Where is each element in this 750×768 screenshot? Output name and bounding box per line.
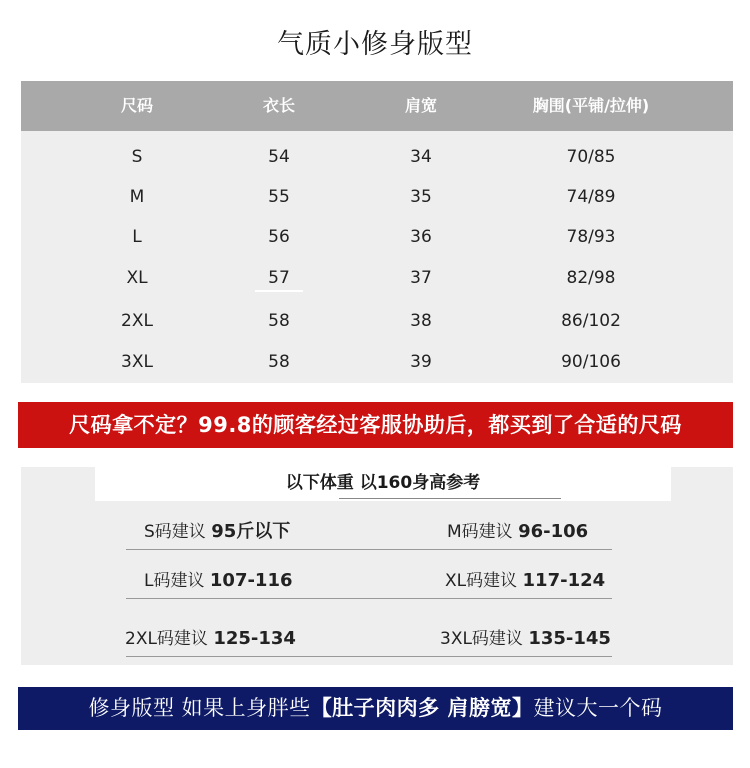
weight-recommendation-panel [21,467,733,665]
header-size: 尺码 [120,96,153,115]
recommendation-value: 135-145 [528,628,611,649]
advice-prefix: 修身版型 如果上身胖些 [88,696,311,720]
recommendation-value: 95斤以下 [211,521,291,542]
fit-advice-banner [18,687,733,730]
cell-bust: 86/102 [561,311,621,331]
recommendation-value: 96-106 [518,521,589,542]
header-bust: 胸围(平铺/拉伸) [532,96,650,115]
table-row [21,137,733,177]
cell-bust: 78/93 [566,227,616,247]
size-chart-table [21,81,733,383]
recommendation-item [125,624,296,654]
cell-size: 2XL [121,311,153,331]
recommendation-value: 107-116 [209,570,293,591]
size-help-banner: 尺码拿不定？99.8的顾客经过客服协助后，都买到了合适的尺码 [18,402,733,448]
cell-shoulder: 37 [410,268,432,288]
cell-bust: 74/89 [566,187,616,207]
cell-length: 57 [268,268,290,288]
advice-emphasis: 【肚子肉肉多 肩膀宽】 [310,696,534,720]
cell-shoulder: 34 [410,147,432,167]
recommendation-label: XL码建议 [445,571,518,591]
table-row [21,177,733,217]
recommendation-label: 2XL码建议 [125,629,208,649]
row-divider [126,549,612,550]
table-row [21,342,733,382]
table-header [21,81,733,131]
cell-length: 55 [268,187,290,207]
cell-length: 54 [268,147,290,167]
weight-title-tab [95,467,671,501]
recommendation-item [447,517,588,547]
cell-length: 58 [268,311,290,331]
cell-size: M [129,187,145,207]
recommendation-label: S码建议 [144,522,206,542]
recommendation-value: 117-124 [522,570,606,591]
cell-bust: 82/98 [566,268,616,288]
cell-shoulder: 38 [410,311,432,331]
recommendation-item [440,624,611,654]
advice-suffix: 建议大一个码 [533,696,663,720]
cell-size: XL [126,268,148,288]
recommendation-label: 3XL码建议 [440,629,523,649]
row-divider [126,656,612,657]
cell-shoulder: 36 [410,227,432,247]
table-row [21,301,733,341]
table-row [21,258,733,298]
cell-bust: 70/85 [566,147,616,167]
recommendation-item [445,566,605,596]
table-row [21,217,733,257]
page-title: 气质小修身版型 [277,29,473,60]
recommendation-item [144,566,293,596]
cell-size: L [132,227,142,247]
cell-length: 58 [268,352,290,372]
recommendation-item [144,517,290,547]
decorative-underline [255,290,303,292]
cell-length: 56 [268,227,290,247]
weight-title: 以下体重 以160身高参考 [285,473,481,493]
title-underline [339,498,561,499]
cell-size: S [131,147,143,167]
recommendation-value: 125-134 [213,628,296,649]
recommendation-label: M码建议 [447,522,513,542]
header-length: 衣长 [262,96,295,115]
row-divider [126,598,612,599]
cell-shoulder: 35 [410,187,432,207]
recommendation-label: L码建议 [144,571,205,591]
header-shoulder: 肩宽 [404,96,437,115]
cell-size: 3XL [121,352,153,372]
cell-bust: 90/106 [561,352,621,372]
cell-shoulder: 39 [410,352,432,372]
